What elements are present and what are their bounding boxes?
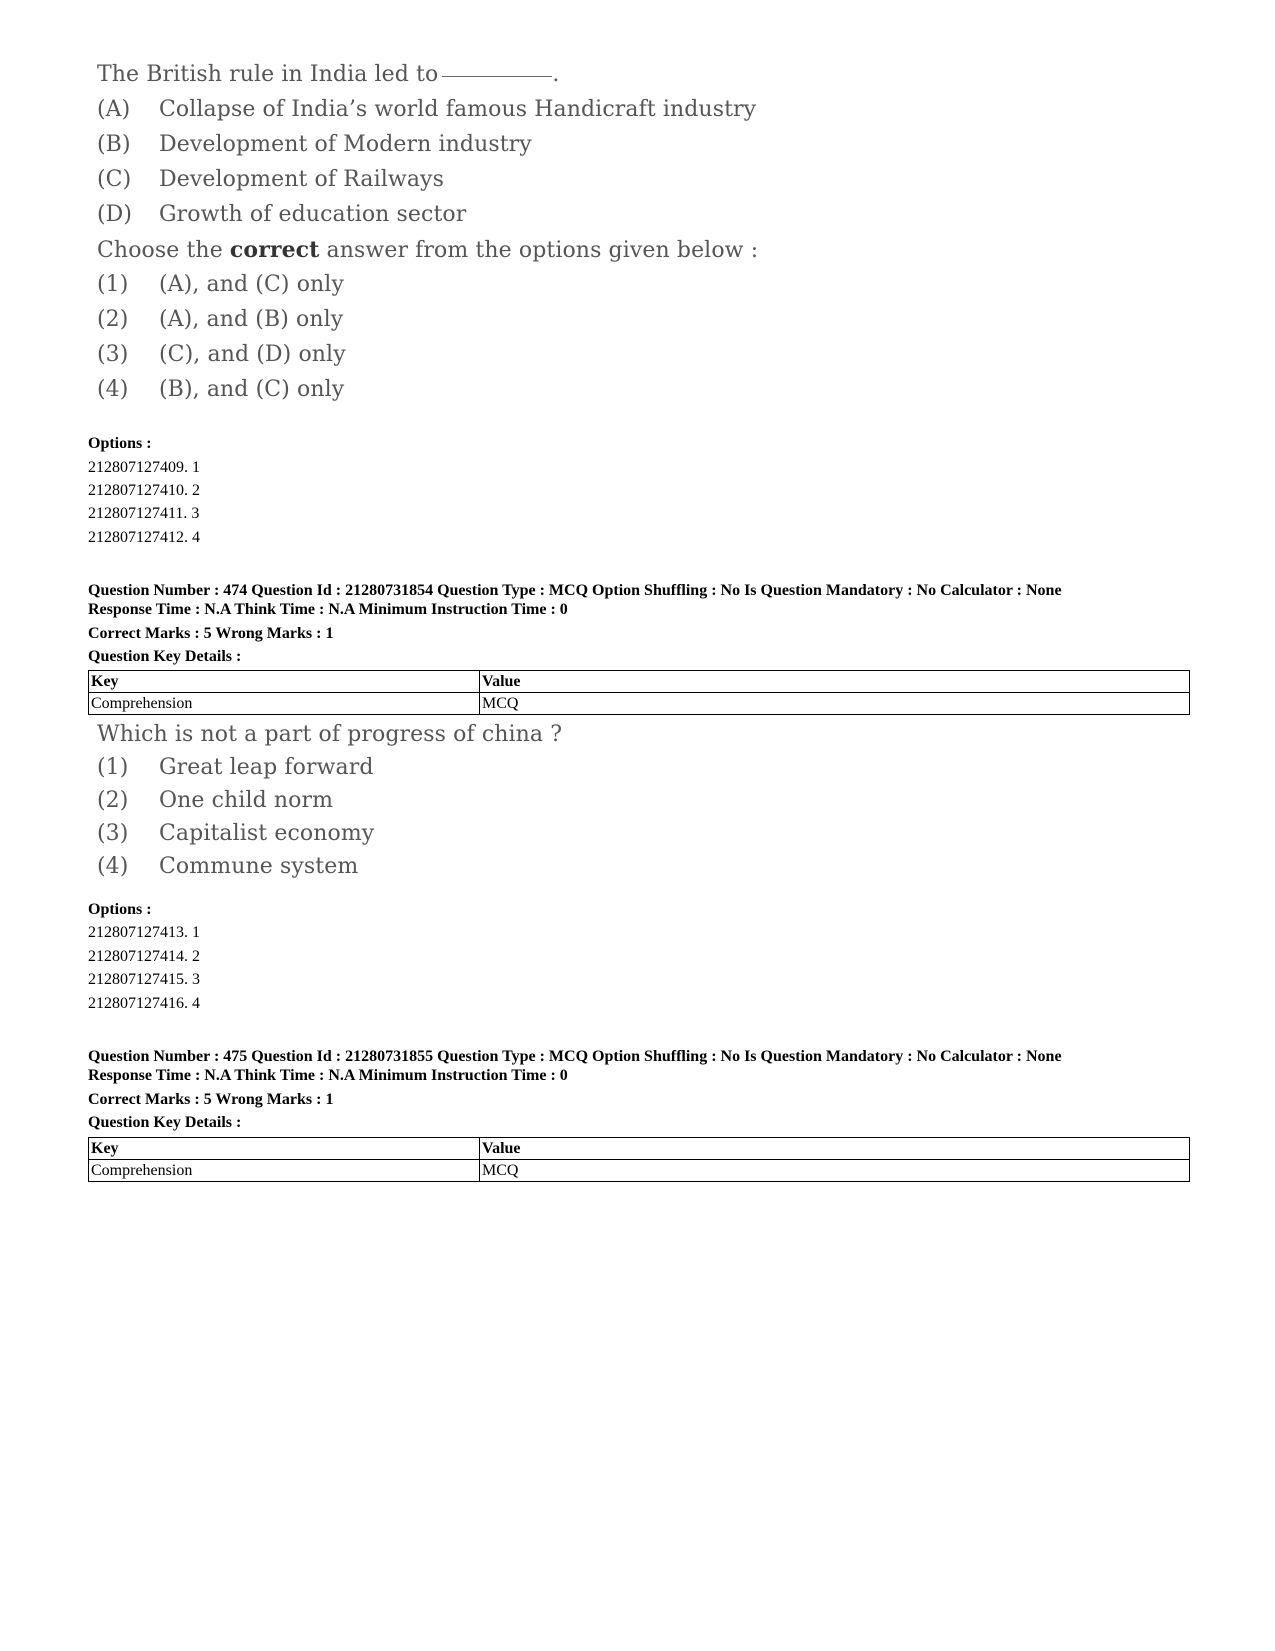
instruction-emphasis: correct <box>229 237 320 263</box>
choice-text: (A), and (B) only <box>159 307 344 332</box>
table-header-row <box>89 671 1190 693</box>
question-marks: Correct Marks : 5 Wrong Marks : 1 <box>88 1091 334 1108</box>
statement-a <box>97 97 756 122</box>
table-row <box>89 1160 1190 1182</box>
statement-c <box>97 167 444 192</box>
statement-text: Development of Modern industry <box>159 132 532 157</box>
statement-text: Development of Railways <box>159 167 444 192</box>
choice-label: (4) <box>97 854 129 879</box>
choice-label: (2) <box>97 307 129 332</box>
choice-1 <box>97 755 374 780</box>
statement-d <box>97 202 466 227</box>
table-cell-key: Comprehension <box>89 1160 480 1182</box>
instruction-line <box>97 237 758 263</box>
statement-text: Growth of education sector <box>159 202 467 227</box>
choice-text: (A), and (C) only <box>159 272 344 297</box>
option-item: 212807127415. 3 <box>88 971 200 988</box>
choice-text: (C), and (D) only <box>159 342 346 367</box>
choice-text: Commune system <box>159 854 359 879</box>
choice-3 <box>97 821 374 846</box>
table-header-key: Key <box>89 671 480 693</box>
question-marks: Correct Marks : 5 Wrong Marks : 1 <box>88 625 334 642</box>
option-item: 212807127413. 1 <box>88 924 200 941</box>
choice-label: (4) <box>97 377 129 402</box>
statement-label: (A) <box>97 97 131 122</box>
question-stem: Which is not a part of progress of china ? <box>97 722 563 747</box>
statement-label: (D) <box>97 202 133 227</box>
option-item: 212807127409. 1 <box>88 459 200 476</box>
choice-4 <box>97 854 358 879</box>
options-heading: Options : <box>88 435 152 452</box>
question-stem-end: . <box>552 62 560 87</box>
choice-text: Capitalist economy <box>159 821 375 846</box>
table-header-value: Value <box>480 1138 1190 1160</box>
statement-label: (C) <box>97 167 132 192</box>
option-item: 212807127412. 4 <box>88 529 200 546</box>
instruction-text: Choose the <box>97 238 223 263</box>
table-row <box>89 693 1190 715</box>
choice-label: (2) <box>97 788 129 813</box>
instruction-text: answer from the options given below : <box>326 238 759 263</box>
choice-label: (1) <box>97 755 129 780</box>
question-stem <box>97 62 559 87</box>
question-stem-text: The British rule in India led to <box>97 62 439 87</box>
statement-label: (B) <box>97 132 131 157</box>
table-header-key: Key <box>89 1138 480 1160</box>
option-item: 212807127414. 2 <box>88 948 200 965</box>
statement-b <box>97 132 532 157</box>
choice-label: (1) <box>97 272 129 297</box>
option-item: 212807127411. 3 <box>88 505 200 522</box>
statement-text: Collapse of India’s world famous Handicraft industry <box>159 97 757 122</box>
option-item: 212807127410. 2 <box>88 482 200 499</box>
choice-label: (3) <box>97 821 129 846</box>
choice-2 <box>97 307 343 332</box>
choice-1 <box>97 272 344 297</box>
question-key-details-heading: Question Key Details : <box>88 648 242 665</box>
table-cell-key: Comprehension <box>89 693 480 715</box>
question-meta-line: Response Time : N.A Think Time : N.A Minimum Instruction Time : 0 <box>88 1067 568 1084</box>
choice-text: One child norm <box>159 788 334 813</box>
choice-label: (3) <box>97 342 129 367</box>
question-meta-line: Response Time : N.A Think Time : N.A Minimum Instruction Time : 0 <box>88 601 568 618</box>
question-meta-line: Question Number : 474 Question Id : 21280731854 Question Type : MCQ Option Shuffling : No Is Question Mandatory : No Calculator : None <box>88 582 1062 599</box>
question-key-table <box>88 1137 1190 1182</box>
choice-3 <box>97 342 346 367</box>
table-header-row <box>89 1138 1190 1160</box>
fill-in-blank <box>442 76 552 77</box>
question-key-details-heading: Question Key Details : <box>88 1114 242 1131</box>
table-cell-value: MCQ <box>480 1160 1190 1182</box>
option-item: 212807127416. 4 <box>88 995 200 1012</box>
choice-2 <box>97 788 333 813</box>
choice-text: Great leap forward <box>159 755 374 780</box>
question-meta-line: Question Number : 475 Question Id : 21280731855 Question Type : MCQ Option Shuffling : No Is Question Mandatory : No Calculator : None <box>88 1048 1062 1065</box>
choice-4 <box>97 377 344 402</box>
table-cell-value: MCQ <box>480 693 1190 715</box>
choice-text: (B), and (C) only <box>159 377 345 402</box>
table-header-value: Value <box>480 671 1190 693</box>
question-key-table <box>88 670 1190 715</box>
options-heading: Options : <box>88 901 152 918</box>
